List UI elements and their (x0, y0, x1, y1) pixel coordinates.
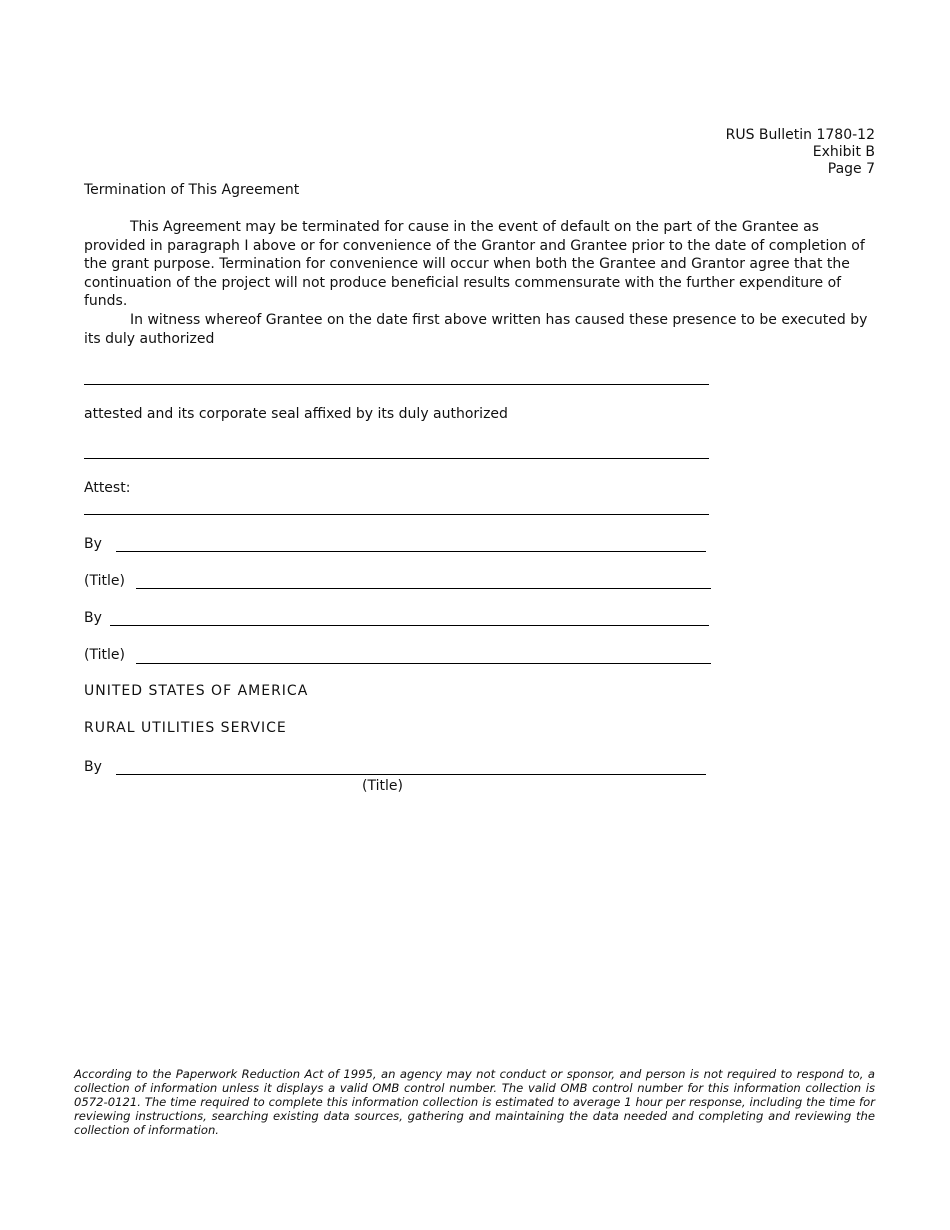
title-label: (Title) (84, 573, 125, 589)
bulletin-number: RUS Bulletin 1780-12 (725, 127, 875, 143)
by-signature-line[interactable] (116, 551, 706, 552)
witness-paragraph (84, 311, 869, 348)
attest-signature-line[interactable] (84, 514, 709, 515)
witness-text: In witness whereof Grantee on the date first above written has caused these presence to be executed by its duly authorized (84, 312, 868, 347)
by-label: By (84, 536, 102, 552)
section-title: Termination of This Agreement (84, 182, 300, 198)
by-label: By (84, 610, 102, 626)
usa-heading: UNITED STATES OF AMERICA (84, 683, 309, 699)
rus-heading: RURAL UTILITIES SERVICE (84, 720, 287, 736)
rus-signature-line[interactable] (116, 774, 706, 775)
title-line[interactable] (136, 588, 711, 589)
title-label: (Title) (84, 647, 125, 663)
title-caption: (Title) (362, 778, 403, 794)
attest-label: Attest: (84, 480, 131, 496)
exhibit-label: Exhibit B (812, 144, 875, 160)
termination-text: This Agreement may be terminated for cause in the event of default on the part of the Grantee as provided in paragraph I above or for convenience of the Grantor and Grantee prior to the date of completion of the grant purpose. Termination for convenience will occur when both the Grantee and Grantor agree that the continuation of the project will not produce beneficial results commensurate with the further expenditure of funds. (84, 219, 865, 309)
paperwork-reduction-notice: According to the Paperwork Reduction Act of 1995, an agency may not conduct or sponsor, and person is not required to respond to, a collection of information unless it displays a valid OMB control number. The valid OMB control number for this information collection is 0572-0121. The time required to complete this information collection is estimated to average 1 hour per response, including the time for reviewing instructions, searching existing data sources, gathering and maintaining the data needed and completing and reviewing the collection of information. (74, 1067, 875, 1137)
title-line[interactable] (136, 663, 711, 664)
authorized-signature-line[interactable] (84, 384, 709, 385)
page-number: Page 7 (827, 161, 875, 177)
by-signature-line[interactable] (110, 625, 709, 626)
by-label: By (84, 759, 102, 775)
document-header (726, 127, 875, 178)
termination-paragraph (84, 218, 869, 311)
attested-signature-line[interactable] (84, 458, 709, 459)
attested-text: attested and its corporate seal affixed by its duly authorized (84, 406, 508, 422)
